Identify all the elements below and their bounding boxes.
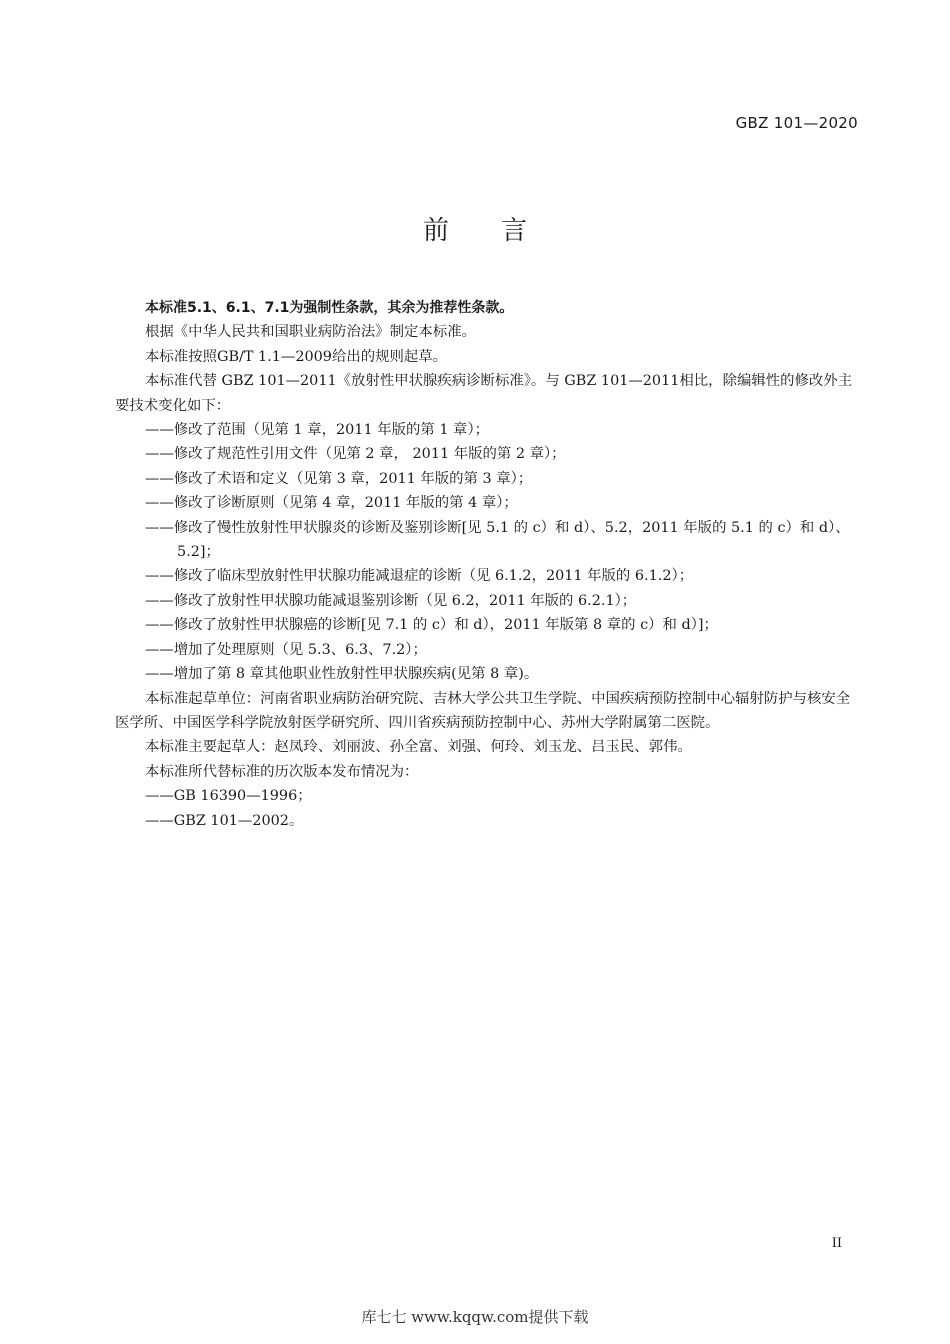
drafters-paragraph: 本标准主要起草人：赵凤玲、刘丽波、孙全富、刘强、何玲、刘玉龙、吕玉民、郭伟。 bbox=[145, 739, 692, 756]
page-title: 前言 bbox=[422, 216, 579, 246]
foreword-body bbox=[115, 296, 861, 833]
drafting-rules-paragraph: 本标准按照GB/T 1.1—2009给出的规则起草。 bbox=[145, 348, 448, 365]
download-watermark-footer: 库七七 www.kqqw.com提供下载 bbox=[361, 1308, 589, 1326]
replacement-paragraph: 本标准代替 GBZ 101—2011《放射性甲状腺疾病诊断标准》。与 GBZ 101—2011相比，除编辑性的修改外主要技术变化如下： bbox=[115, 373, 853, 414]
history-intro-paragraph: 本标准所代替标准的历次版本发布情况为： bbox=[145, 763, 419, 780]
change-list-item: ——修改了慢性放射性甲状腺炎的诊断及鉴别诊断[见 5.1 的 c）和 d）、5.2，2011 年版的 5.1 的 c）和 d）、5.2]； bbox=[145, 519, 850, 561]
history-list-item: ——GBZ 101—2002。 bbox=[145, 812, 304, 829]
change-list-item: ——修改了范围（见第 1 章，2011 年版的第 1 章）； bbox=[145, 422, 490, 439]
change-list-item: ——增加了处理原则（见 5.3、6.3、7.2）； bbox=[145, 641, 427, 658]
drafting-units-paragraph: 本标准起草单位：河南省职业病防治研究院、吉林大学公共卫生学院、中国疾病预防控制中心辐射防护与核安全医学所、中国医学科学院放射医学研究所、四川省疾病预防控制中心、苏州大学附属第二医院。 bbox=[115, 690, 851, 731]
mandatory-clause-statement: 本标准5.1、6.1、7.1为强制性条款，其余为推荐性条款。 bbox=[145, 300, 514, 316]
history-list-item: ——GB 16390—1996； bbox=[145, 788, 312, 805]
change-list-item: ——修改了术语和定义（见第 3 章，2011 年版的第 3 章）； bbox=[145, 470, 533, 487]
change-list-item: ——增加了第 8 章其他职业性放射性甲状腺疾病(见第 8 章)。 bbox=[145, 666, 539, 683]
change-list-item: ——修改了诊断原则（见第 4 章，2011 年版的第 4 章）； bbox=[145, 495, 518, 512]
change-list-item: ——修改了放射性甲状腺功能减退鉴别诊断（见 6.2，2011 年版的 6.2.1）； bbox=[145, 592, 637, 609]
page-number: II bbox=[831, 1236, 842, 1251]
change-list-item: ——修改了规范性引用文件（见第 2 章， 2011 年版的第 2 章）； bbox=[145, 446, 566, 463]
change-list-item: ——修改了放射性甲状腺癌的诊断[见 7.1 的 c）和 d），2011 年版第 8 章的 c）和 d）]； bbox=[145, 617, 718, 634]
legal-basis-paragraph: 根据《中华人民共和国职业病防治法》制定本标准。 bbox=[145, 324, 476, 341]
standard-code: GBZ 101—2020 bbox=[735, 114, 858, 132]
change-list-item: ——修改了临床型放射性甲状腺功能减退症的诊断（见 6.1.2，2011 年版的 6.1.2）； bbox=[145, 568, 694, 585]
